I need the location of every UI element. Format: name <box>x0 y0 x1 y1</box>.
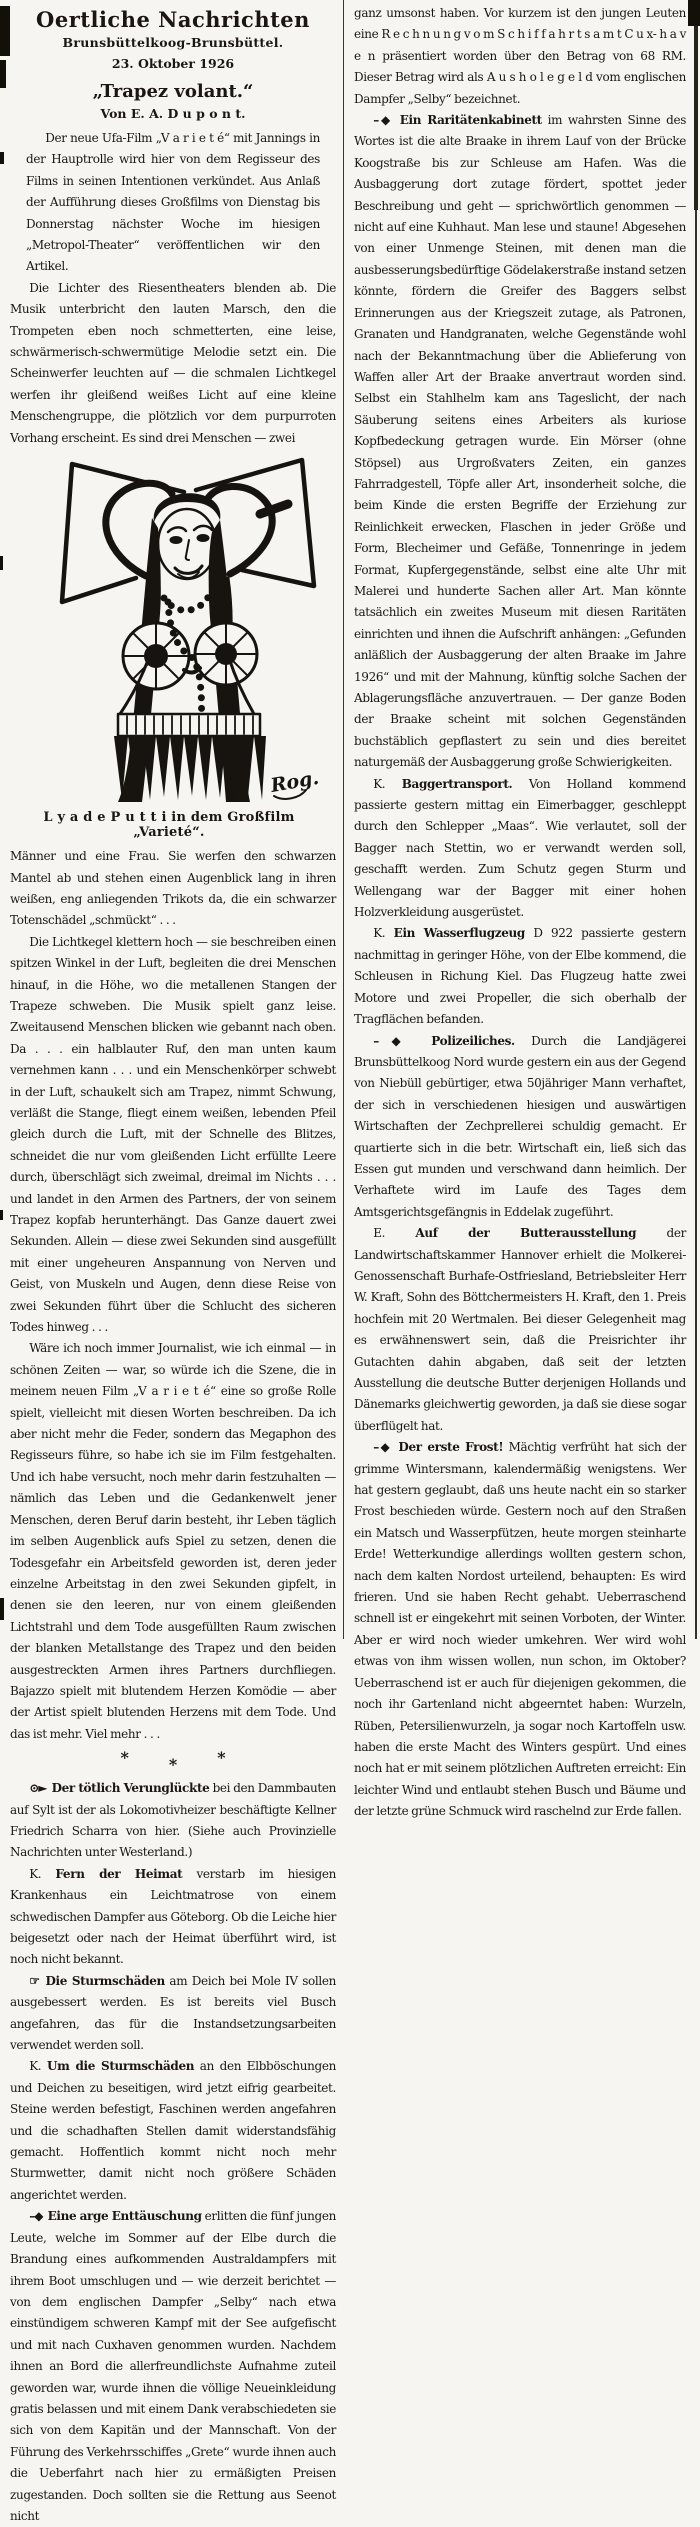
masthead-subtitle: Brunsbüttelkoog-Brunsbüttel. <box>62 35 284 50</box>
item-lead: Ein Raritätenkabinett <box>399 113 542 128</box>
item-text: verstarb im hiesigen Krankenhaus ein Leichtmatrose von einem schwedischen Dampfer aus Göteborg. Ob die Leiche hier beigesetzt oder nach der Heimat überführt wird, ist noch nicht bekannt. <box>10 1866 336 1967</box>
pointing-hand-ornament-icon: ☞ <box>29 1973 39 1988</box>
news-item-continuation <box>354 3 686 110</box>
item-lead: Der erste Frost! <box>398 1440 504 1455</box>
news-item <box>354 1223 686 1437</box>
item-prefix: K. <box>373 926 386 941</box>
item-text: am Deich bei Mole IV sollen ausgebessert werden. Es ist bereits viel Busch angefahren, das für die Instandsetzungsarbeiten verwendet werden soll. <box>10 1973 336 2053</box>
scan-smudge <box>0 60 6 88</box>
item-text: Durch die Landjägerei Brunsbüttelkoog Nord wurde gestern ein aus der Gegend von Niebüll gebürtiger, etwa 50jähriger Mann verhaftet, der sich in verschiedenen hiesigen und auswärtigen Wirtschaften der Zechprellerei schuldig gemacht. Er quartierte sich in die betr. Wirtschaft ein, ließ sich das Essen gut munden und verschwand dann heimlich. Der Verhaftete wird im Laufe des Tages dem Amtsgerichtsgefängnis in Eddelak zugeführt. <box>354 1033 687 1219</box>
item-text: Von Holland kommend passierte gestern mittag ein Eimerbagger, geschleppt durch den Schlepper „Maas“. Wie verlautet, soll der Bagger nach Stettin, wo er verwandt werden soll, geschafft werden. Zum Schutz gegen Sturm und Wellengang war der Bagger mit einer hohen Holzverkleidung ausgerüstet. <box>354 776 686 920</box>
article-paragraph: Wäre ich noch immer Journalist, wie ich einmal — in schönen Zeiten — war, so würde ich die Szene, die in meinem neuen Film „V a r i e t é“ eine so große Rolle spielt, vielleicht mit diesen Worten beschreiben. Da ich aber nicht mehr die Feder, sondern das Megaphon des Regisseurs führe, so habe ich sie im Film festgehalten. Und ich habe versucht, noch mehr darin festzuhalten — nämlich das Leben und die Gedankenwelt jener Menschen, deren Beruf darin besteht, ihr Leben täglich im selben Augenblick aufs Spiel zu setzen, denen die Todesgefahr ein Arbeitsfeld geworden ist, deren jeder einzelne Arbeitstag in den zwei Sekunden gipfelt, in denen sie den leeren, nur von einem gleißenden Lichtstrahl und dem Tode ausgefüllten Raum zwischen der blanken Metallstange des Trapez und den beiden ausgestreckten Armen ihres Partners durchfliegen. Bajazzo spielt mit blutendem Herzen Komödie — aber der Artist spielt blutenden Herzens mit dem Tode. Und das ist mehr. Viel mehr . . . <box>10 1341 336 1741</box>
item-lead: Eine arge Enttäuschung <box>47 2209 202 2224</box>
item-prefix: E. <box>373 1226 386 1241</box>
section-separator <box>10 1747 336 1777</box>
page-edge-rule <box>695 0 697 1639</box>
dart-ornament-icon: –◆ <box>29 2209 43 2224</box>
article-paragraph: Die Lichter des Riesentheaters blenden ab. Die Musik unterbricht den lauten Marsch, den die Trompeten eben noch schmetterten, eine leise, schwärmerisch-schwermütige Melodie setzt ein. Die Scheinwerfer leuchten auf — die schmalen Lichtkegel werfen ihr gleißend weißes Licht auf eine kleine Menschengruppe, die plötzlich vor dem purpurroten Vorhang erscheint. Es sind drei Menschen — zwei <box>10 280 336 445</box>
item-prefix: K. <box>29 1866 42 1881</box>
article-byline: Von E. A. D u p o n t. <box>100 106 246 121</box>
item-text: bei den Dammbauten auf Sylt ist der als Lokomotivheizer beschäftigte Kellner Friedrich Scharra von hier. (Siehe auch Provinzielle Nachrichten unter Westerland.) <box>10 1781 337 1860</box>
left-column <box>0 0 344 2523</box>
item-lead: Der tötlich Verunglückte <box>51 1781 210 1796</box>
circle-arrow-ornament-icon: ⊙► <box>29 1781 47 1796</box>
separator-star-icon: * <box>217 1748 226 1768</box>
news-item <box>10 1864 336 1971</box>
item-text: der Landwirtschaftskammer Hannover erhielt die Molkerei-Genossenschaft Burhafe-Ostfriesland, Betriebsleiter Herr W. Kraft, Sohn des Böttchermeisters H. Kraft, den 1. Preis hochfein mit 20 Wertmalen. Bei dieser Gelegenheit mag es erwähnenswert sein, daß die Preisrichter ihr Gutachten dahin abgaben, daß seit der letzten Ausstellung die deutsche Butter derjenigen Hollands und Dänemarks gleichwertig geworden, ja daß sie diese sogar überflügelt hat. <box>354 1226 686 1433</box>
news-item <box>354 923 686 1030</box>
artist-signature: Rog. <box>269 766 321 798</box>
film-illustration <box>48 452 328 808</box>
separator-star-icon: * <box>120 1748 129 1768</box>
news-item <box>354 1437 686 1822</box>
news-item <box>354 1031 686 1224</box>
news-item <box>10 2206 336 2527</box>
item-lead: Polizeiliches. <box>431 1033 515 1048</box>
separator-star-icon: * <box>168 1755 178 1775</box>
article-headline: „Trapez volant.“ <box>92 81 254 102</box>
news-item <box>10 1778 336 1864</box>
scan-smudge <box>0 6 10 56</box>
item-lead: Baggertransport. <box>401 776 513 791</box>
item-prefix: K. <box>29 2059 42 2074</box>
news-item <box>354 110 686 774</box>
scan-smudge <box>0 1598 4 1620</box>
item-lead: Ein Wasserflugzeug <box>393 926 525 941</box>
page-edge-rule <box>694 0 698 210</box>
item-text: D 922 passierte gestern nachmittag in geringer Höhe, von der Elbe kommend, die Schleusen in Richung Kiel. Das Flugzeug hatte zwei Motore und zwei Propeller, die sich oberhalb der Tragflächen befanden. <box>354 926 687 1027</box>
lya-de-putti-woodcut <box>48 452 328 804</box>
illustration-caption: L y a d e P u t t i in dem Großfilm „Varieté“. <box>43 810 295 841</box>
masthead-title: Oertliche Nachrichten <box>36 7 310 32</box>
article-intro: Der neue Ufa-Film „V a r i e t é“ mit Jannings in der Hauptrolle wird hier von dem Regisseur des Films in seinen Intentionen verkündet. Aus Anlaß der Aufführung dieses Großfilms von Dienstag bis Donnerstag nächster Woche im hiesigen „Metropol-Theater“ veröffentlichen wir den Artikel. <box>26 131 320 274</box>
item-text: Mächtig verfrüht hat sich der grimme Wintersmann, kalendermäßig wenigstens. Wer hat gestern geglaubt, daß uns heute nacht ein so starker Frost beschieden würde. Gestern noch auf den Straßen ein Matsch und Wasserpfützen, heute morgen steinharte Erde! Wetterkundige allerdings wollten gestern schon, nach dem kalten Nordost urteilend, behaupten: Es wird frieren. Und sie haben Recht gehabt. Ueberraschend schnell ist er eingekehrt mit seinen Vorboten, der Winter. Aber er wird noch wieder umkehren. Wer wird wohl etwas von ihm wissen wollen, nun schon, im Oktober? Ueberraschend ist er auch für diejenigen gekommen, die noch ihr Gartenland nicht abgeerntet haben: Wurzeln, Rüben, Petersilienwurzeln, ja sogar noch Kartoffeln usw. haben die erste Macht des Winters gespürt. Und eines noch hat er mit seinem plötzlichen Auftreten erreicht: Ein leichter Wind und entlaubt stehen Busch und Bäume und der letzte grüne Schmuck wird raschelnd zur Erde fallen. <box>354 1440 687 1819</box>
article-paragraph: Die Lichtkegel klettern hoch — sie beschreiben einen spitzen Winkel in der Luft, begleiten die drei Menschen hinauf, in die Höhe, wo die metallenen Stangen der Trapeze schweben. Die Musik spielt ganz leise. Zweitausend Menschen blicken wie gebannt nach oben. Da . . . ein halblauter Ruf, den man unten kaum vernehmen kann . . . und ein Menschenkörper schwebt in der Luft, schaukelt sich am Trapez, nimmt Schwung, verläßt die Stange, fliegt einem weißen, lebenden Pfeil gleich durch die Luft, mit der Schnelle des Blitzes, schneidet die nur vom gleißenden Licht erfüllte Leere durch, überschlägt sich zweimal, dreimal im Nichts . . . und landet in den Armen des Partners, der von seinem Trapez kopfab herunterhängt. Das Ganze dauert zwei Sekunden. Allein — diese zwei Sekunden sind ausgefüllt mit einer ungeheuren Anspannung von Nerven und Geist, von Muskeln und Augen, denn diese Reise von zwei Sekunden führt über die Schlucht des sicheren Todes hinweg . . . <box>10 934 336 1335</box>
item-lead: Fern der Heimat <box>55 1866 183 1881</box>
item-text: an den Elbböschungen und Deichen zu beseitigen, wird jetzt eifrig gearbeitet. Steine werden befestigt, Faschinen werden angefahren und die schadhaften Stellen damit widerstandsfähig gemacht. Hoffentlich kommt nicht noch mehr Sturmwetter, damit nicht noch größere Schäden angerichtet werden. <box>10 2059 337 2202</box>
article-paragraph: Männer und eine Frau. Sie werfen den schwarzen Mantel ab und stehen einen Augenblick lang in ihren weißen, eng anliegenden Trikots da, die ein schwarzer Totenschädel „schmückt“ . . . <box>10 849 336 928</box>
item-text: im wahrsten Sinne des Wortes ist die alte Braake in ihrem Lauf von der Brücke Koogstraße bis zur Schleuse am Hafen. Was die Ausbaggerung dort zutage fördert, spottet jeder Beschreibung und geht — sprichwörtlich genommen — nicht auf eine Kuhhaut. Man lese und staune! Abgesehen von einer Unmenge Steinen, mit denen man die ausbesserungsbedürftige Gödelakerstraße instand setzen könnte, fördern die Greifer des Baggers selbst Erinnerungen aus der Kriegszeit zutage, als Patronen, Granaten und Handgranaten, welche Gegenstände wohl nach der Bekanntmachung über die Ablieferung von Waffen aller Art der Braake anvertraut worden sind. Selbst ein Stahlhelm kam ans Tageslicht, der nach Säuberung seitens eines Arbeiters als kuriose Kopfbedeckung getragen wurde. Ein Mörser (ohne Stöpsel) aus Urgroßvaters Zeiten, ein ganzes Fahrradgestell, Töpfe aller Art, insonderheit solche, die beim Kinde die ersten Begriffe der Erziehung zur Reinlichkeit erwecken, Flaschen in jeder Größe und Form, Blecheimer und Gefäße, Tonnenringe in jedem Format, Kupfergegenstände, selbst eine alte Uhr mit Malerei und hunderte Sachen aller Art. Man könnte tatsächlich ein zweites Museum mit diesen Raritäten einrichten und ihnen die Aufschrift anhängen: „Gefunden anläßlich der Ausbaggerung der alten Braake im Jahre 1926“ und mit der Mahnung, künftig solche Sachen der Ablagerungsfläche anzuvertrauen. — Der ganze Boden der Braake scheint mit solchen Gegenständen buchstäblich gepflastert zu sein und dies bereitet naturgemäß der Ausbaggerung große Schwierigkeiten. <box>354 113 686 770</box>
item-text: erlitten die fünf jungen Leute, welche im Sommer auf der Elbe durch die Brandung eines aufkommenden Australdampfers mit ihrem Boot umschlugen und — wie derzeit berichtet — von dem englischen Dampfer „Selby“ nach etwa einstündigem schweren Kampf mit der See aufgefischt und mit nach Cuxhaven genommen wurden. Nachdem ihnen an Bord die allerfreundlichste Aufnahme zuteil geworden war, wurde ihnen die völlige Neueinkleidung gratis belassen und mit einem Dank verabschiedeten sie sich von dem Kapitän und der Mannschaft. Von der Führung des Verkehrsschiffes „Grete“ wurde ihnen auch die Ueberfahrt nach hier zu ermäßigten Preisen zugestanden. Doch sollten sie die Rettung aus Seenot nicht <box>10 2209 336 2523</box>
item-lead: Die Sturmschäden <box>45 1973 165 1988</box>
masthead-date: 23. Oktober 1926 <box>111 56 235 71</box>
news-item <box>10 1971 336 2057</box>
news-item <box>354 774 686 924</box>
dart-ornament-icon: –◆ <box>373 113 392 128</box>
item-prefix: K. <box>373 776 386 791</box>
item-lead: Auf der Butterausstellung <box>415 1226 637 1241</box>
scan-smudge <box>0 556 3 570</box>
scan-smudge <box>688 0 700 26</box>
dart-ornament-icon: –◆ <box>373 1033 413 1048</box>
scan-smudge <box>0 1210 3 1220</box>
dart-ornament-icon: –◆ <box>373 1440 392 1455</box>
item-lead: Um die Sturmschäden <box>46 2059 195 2074</box>
item-text: ganz umsonst haben. Vor kurzem ist den jungen Leuten eine R e c h n u n g v o m S c h i f f a h r t s a m t C u x- h a v e n präsentiert worden über den Betrag von 68 RM. Dieser Betrag wird als A u s h o l e g e l d vom englischen Dampfer „Selby“ bezeichnet. <box>354 6 686 106</box>
right-column <box>344 0 700 1819</box>
news-item <box>10 2056 336 2206</box>
scan-smudge <box>0 152 4 164</box>
